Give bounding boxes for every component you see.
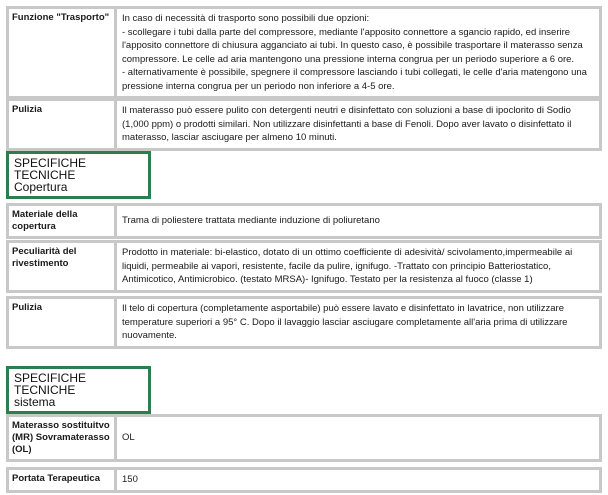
text-line: temperature superiori a 95° C. Dopo il lavaggio lasciar asciugare completamente all'aria prima di utilizzare: [122, 316, 568, 328]
text-line: - alternativamente è possibile, spegnere il compressore lasciando i tubi collegati, le celle d'aria matengono una: [122, 67, 587, 78]
spec-row-tipo-materasso: [6, 414, 602, 462]
spec-row-trasporto: [6, 6, 602, 99]
section-title: SPECIFICHE TECNICHE: [14, 371, 87, 397]
text-line: (1,000 ppm) o prodotti similari. Non utilizzare disinfettanti a base di Fenoli. Dopo aver lavato o disinfettato il: [122, 118, 572, 130]
spec-label: Pulizia: [9, 299, 114, 346]
spec-value: Trama di poliestere trattata mediante induzione di poliuretano: [117, 206, 599, 236]
text-line: compressore. Le celle ad aria mantengono una pressione interna congrua per un periodo superiore a 6 ore.: [122, 53, 575, 65]
section-subtitle: Copertura: [14, 180, 68, 194]
text-line: materasso, lasciar asciugare per almeno 10 minuti.: [122, 132, 337, 143]
spec-value: 150: [117, 470, 599, 490]
spec-row-pulizia-materasso: [6, 98, 602, 151]
label-line: rivestimento: [12, 258, 69, 269]
spec-value: [117, 243, 599, 290]
spec-row-peculiarita: [6, 240, 602, 293]
text-line: - scollegare i tubi dalla parte del compressore, mediante l'apposito connettore a sgancio rapido, ed inserire: [122, 26, 571, 38]
section-subtitle: sistema: [14, 395, 56, 409]
label-line: copertura: [12, 221, 56, 232]
label-line: (MR) Sovramaterasso: [12, 432, 110, 443]
section-heading-copertura: [6, 151, 151, 199]
spec-label: [9, 417, 114, 459]
spec-label: [9, 206, 114, 236]
text-line: Antimicotico, Antimicrobico. (testato MRSA)- Ignifugo. Testato per la resistenza al fuoco (classe 1): [122, 274, 533, 285]
spec-label: Funzione "Trasporto": [9, 9, 114, 96]
text-line: In caso di necessità di trasporto sono possibili due opzioni:: [122, 13, 370, 24]
spec-label: [9, 243, 114, 290]
spec-value: [117, 299, 599, 346]
section-title: SPECIFICHE TECNICHE: [14, 156, 87, 182]
label-line: Peculiarità del: [12, 246, 77, 257]
section-heading-sistema: [6, 366, 151, 414]
label-line: (OL): [12, 444, 32, 455]
text-line: Prodotto in materiale: bi-elastico, dotato di un ottimo coefficiente di adesività/ scivolamento,impermeabile ai: [122, 247, 573, 258]
spec-label: Pulizia: [9, 101, 114, 148]
spec-value: [117, 101, 599, 148]
spec-label: Portata Terapeutica: [9, 470, 114, 490]
label-line: Materiale della: [12, 209, 78, 220]
text-line: pressione interna congrua per un periodo non inferiore a 4-5 ore.: [122, 80, 395, 92]
spec-row-materiale-copertura: [6, 203, 602, 239]
text-line: Il telo di copertura (completamente asportabile) può essere lavato e disinfettato in lavatrice, non utilizzare: [122, 303, 564, 314]
text-line: nuovamente.: [122, 330, 177, 341]
spec-row-pulizia-copertura: [6, 296, 602, 349]
spec-value: OL: [117, 417, 599, 459]
label-line: Materasso sostituitvo: [12, 420, 110, 431]
text-line: liquidi, permeabile ai vapori, resistente, facile da pulire, ignifugo. -Trattato con principio Batteriostatico,: [122, 260, 551, 272]
spec-value: [117, 9, 599, 96]
text-line: l'apposito connettore di chiusura agganciato ai tubi. In questo caso, è possibile trasportare il materasso senza: [122, 40, 583, 51]
text-line: Il materasso può essere pulito con detergenti neutri e disinfettato con soluzioni a base di ipoclorito di Sodio: [122, 105, 571, 116]
spec-row-portata: [6, 467, 602, 493]
